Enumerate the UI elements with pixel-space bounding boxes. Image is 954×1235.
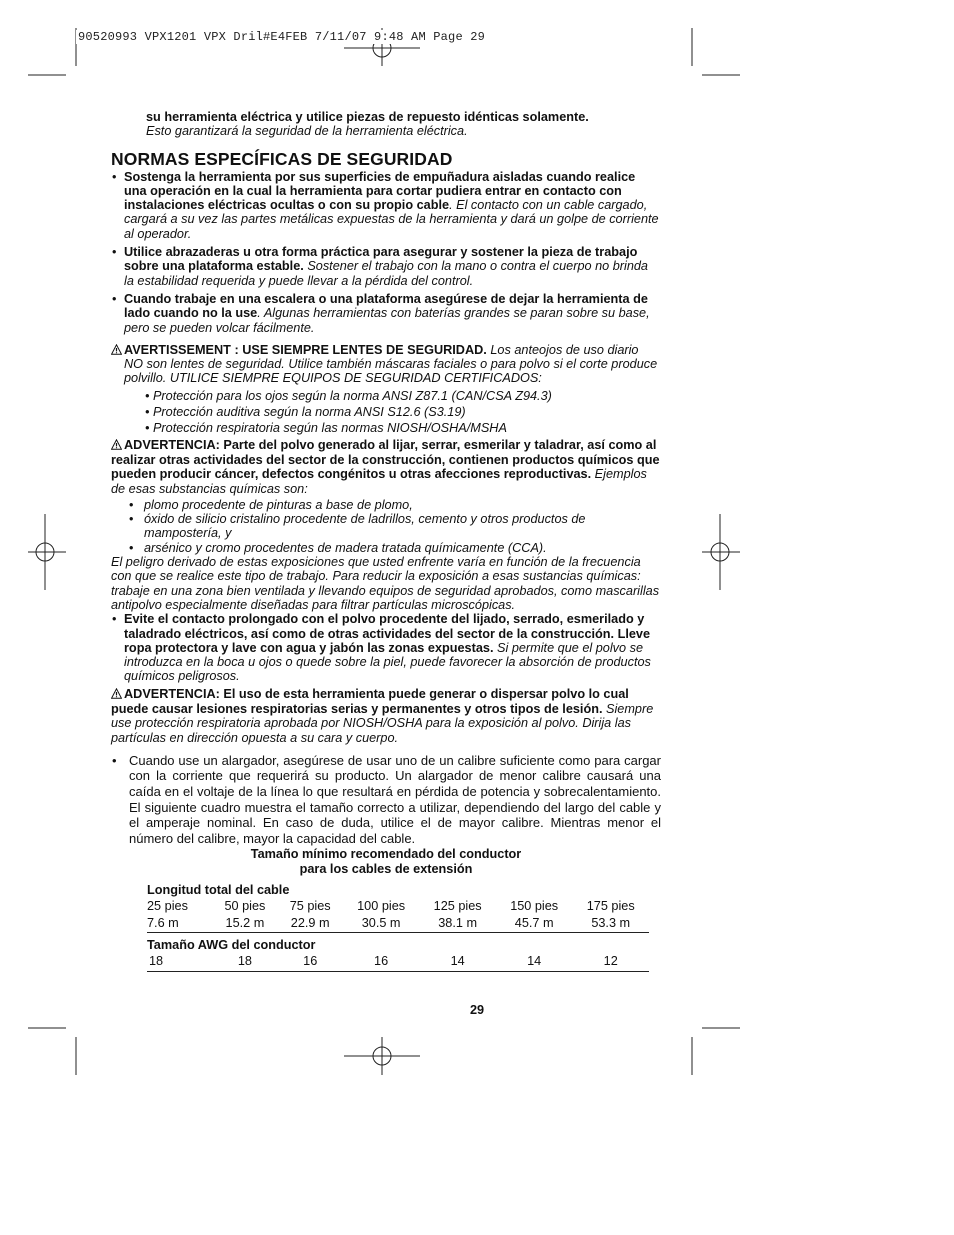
warning-triangle-icon: [111, 344, 122, 355]
warning-triangle-icon: [111, 439, 122, 453]
list-item: • Protección respiratoria según las normas NIOSH/OSHA/MSHA: [145, 421, 507, 436]
list-item: • óxido de silicio cristalino procedente de ladrillos, cemento y otros productos de mampostería, y: [129, 512, 586, 541]
warning-paragraph: [111, 687, 661, 745]
list-item: [111, 245, 661, 288]
bullet-bold: Evite el contacto prolongado con el polvo procedente del lijado, serrado, esmerilado y taladrado eléctricos, así como de otras actividades del sector de la construcción. Lleve ropa protectora y lave con agua y jabón las zonas expuestas.: [124, 612, 651, 655]
bullet-icon: •: [112, 612, 117, 627]
print-slug: 90520993 VPX1201 VPX Dril#E4FEB 7/11/07 9:48 AM Page 29: [78, 30, 486, 44]
warning-italic: Siempre use protección respiratoria aprobada por NIOSH/OSHA para la exposición al polvo. Dirija las partículas en dirección opuesta a su cara y cuerpo.: [111, 701, 654, 745]
section-heading: NORMAS ESPECÍFICAS DE SEGURIDAD: [111, 148, 453, 169]
warning-bold: AVERTISSEMENT : USE SIEMPRE LENTES DE SEGURIDAD.: [124, 342, 487, 357]
warning-bold: ADVERTENCIA: Parte del polvo generado al lijar, serrar, esmerilar y taladrar, así como al realizar otras actividades del sector de la construcción, contienen productos químicos que pueden producir cáncer, defectos congénitos u otras afecciones reproductivas.: [111, 437, 660, 482]
list-item: • arsénico y cromo procedentes de madera tratada químicamente (CCA).: [129, 540, 547, 555]
warning-triangle-icon: [111, 688, 122, 702]
table-awg-label: Tamaño AWG del conductor: [147, 937, 316, 952]
bullet-icon: •: [112, 245, 117, 260]
warning-italic: Ejemplos de esas substancias químicas son:: [111, 467, 647, 496]
warning-bold: ADVERTENCIA: El uso de esta herramienta puede generar o dispersar polvo lo cual puede causar lesiones respiratorias serias y permanentes y otros tipos de lesión.: [111, 686, 629, 716]
warning-paragraph: [111, 438, 661, 496]
list-item: [111, 292, 661, 335]
bullet-italic: . Algunas herramientas con baterías grandes se paran sobre su base, pero se pueden volcar fácilmente.: [124, 306, 650, 335]
protection-list: [111, 389, 661, 436]
bullet-icon: •: [129, 540, 134, 555]
bullet-italic: Si permite que el polvo se introduzca en la boca u ojos o quede sobre la piel, puede favorecer la absorción de productos químicos peligrosos.: [124, 640, 651, 684]
table-row: 18 18 16 16 14 14 12: [147, 953, 649, 971]
table-caption: Tamaño mínimo recomendado del conductor para los cables de extensión: [250, 847, 522, 876]
bullet-icon: •: [129, 497, 134, 512]
list-item: • Protección auditiva según la norma ANSI S12.6 (S3.19): [145, 405, 466, 420]
bullet-icon: •: [129, 512, 134, 527]
warning-paragraph: [111, 343, 661, 386]
intro-bold: su herramienta eléctrica y utilice piezas de repuesto idénticas solamente.: [146, 110, 589, 124]
list-item: • Protección para los ojos según la norma ANSI Z87.1 (CAN/CSA Z94.3): [145, 388, 552, 403]
bullet-icon: •: [112, 291, 117, 306]
bullet-bold: Utilice abrazaderas u otra forma práctica para asegurar y sostener la pieza de trabajo sobre una plataforma estable.: [124, 245, 638, 274]
bullet-italic: . El contacto con un cable cargado, cargará a su vez las partes metálicas expuestas de la herramienta y dará un golpe de corriente al operador.: [124, 198, 659, 241]
warning-italic: Los anteojos de uso diario NO son lentes de seguridad. Utilice también máscaras faciales o para polvo si el corte produce polvillo. UTILICE SIEMPRE EQUIPOS DE SEGURIDAD CERTIFICADOS:: [124, 342, 658, 386]
extension-cord-table: [147, 880, 649, 971]
table-length-label: Longitud total del cable: [147, 883, 290, 898]
list-item: • plomo procedente de pinturas a base de plomo,: [129, 497, 413, 512]
chemical-list: [111, 498, 661, 555]
page-number: 29: [469, 1003, 485, 1017]
bullet-icon: •: [112, 752, 117, 768]
page-content: [111, 110, 661, 972]
table-row: 25 pies 50 pies 75 pies 100 pies 125 pies 150 pies 175 pies: [147, 899, 635, 914]
extension-cord-paragraph: • Cuando use un alargador, asegúrese de usar uno de un calibre suficiente como para cargar con la corriente que requerirá su producto. Un alargador de menor calibre causará una caída en el voltaje de la línea lo que resultará en pérdida de potencia y sobrecalentamiento. El siguiente cuadro muestra el tamaño correcto a utilizar, dependiendo del largo del cable y el amperaje nominal. En caso de duda, utilice el de mayor calibre. Mientras menor el número del calibre, mayor la capacidad del cable.: [112, 752, 661, 846]
bullet-italic: Sostener el trabajo con la mano o contra el cuerpo no brinda la estabilidad requerida y puede llevar a la pérdida del control.: [124, 259, 648, 288]
bullet-bold: Sostenga la herramienta por sus superficies de empuñadura aisladas cuando realice una operación en la cual la herramienta para cortar pudiera entrar en contacto con instalaciones eléctricas ocultas o con su propio cable: [124, 169, 636, 213]
bullet-icon: •: [112, 169, 117, 184]
list-item: [111, 170, 661, 241]
bullet-bold: Cuando trabaje en una escalera o una plataforma asegúrese de dejar la herramienta de lado cuando no la use: [124, 291, 648, 321]
risk-paragraph: El peligro derivado de estas exposiciones que usted enfrente varía en función de la frecuencia con que se realice este tipo de trabajo. Para reducir la exposición a esas sustancias químicas: trabaje en una zona bien ventilada y llevando equipos de seguridad aprobados, como mascarillas antipolvo especialmente diseñadas para filtrar partículas microscópicas.: [111, 555, 660, 612]
list-item: [111, 612, 661, 683]
table-row: 7.6 m 15.2 m 22.9 m 30.5 m 38.1 m 45.7 m 53.3 m: [147, 915, 649, 933]
intro-italic: Esto garantizará la seguridad de la herramienta eléctrica.: [146, 124, 468, 139]
intro-paragraph: [111, 110, 661, 139]
